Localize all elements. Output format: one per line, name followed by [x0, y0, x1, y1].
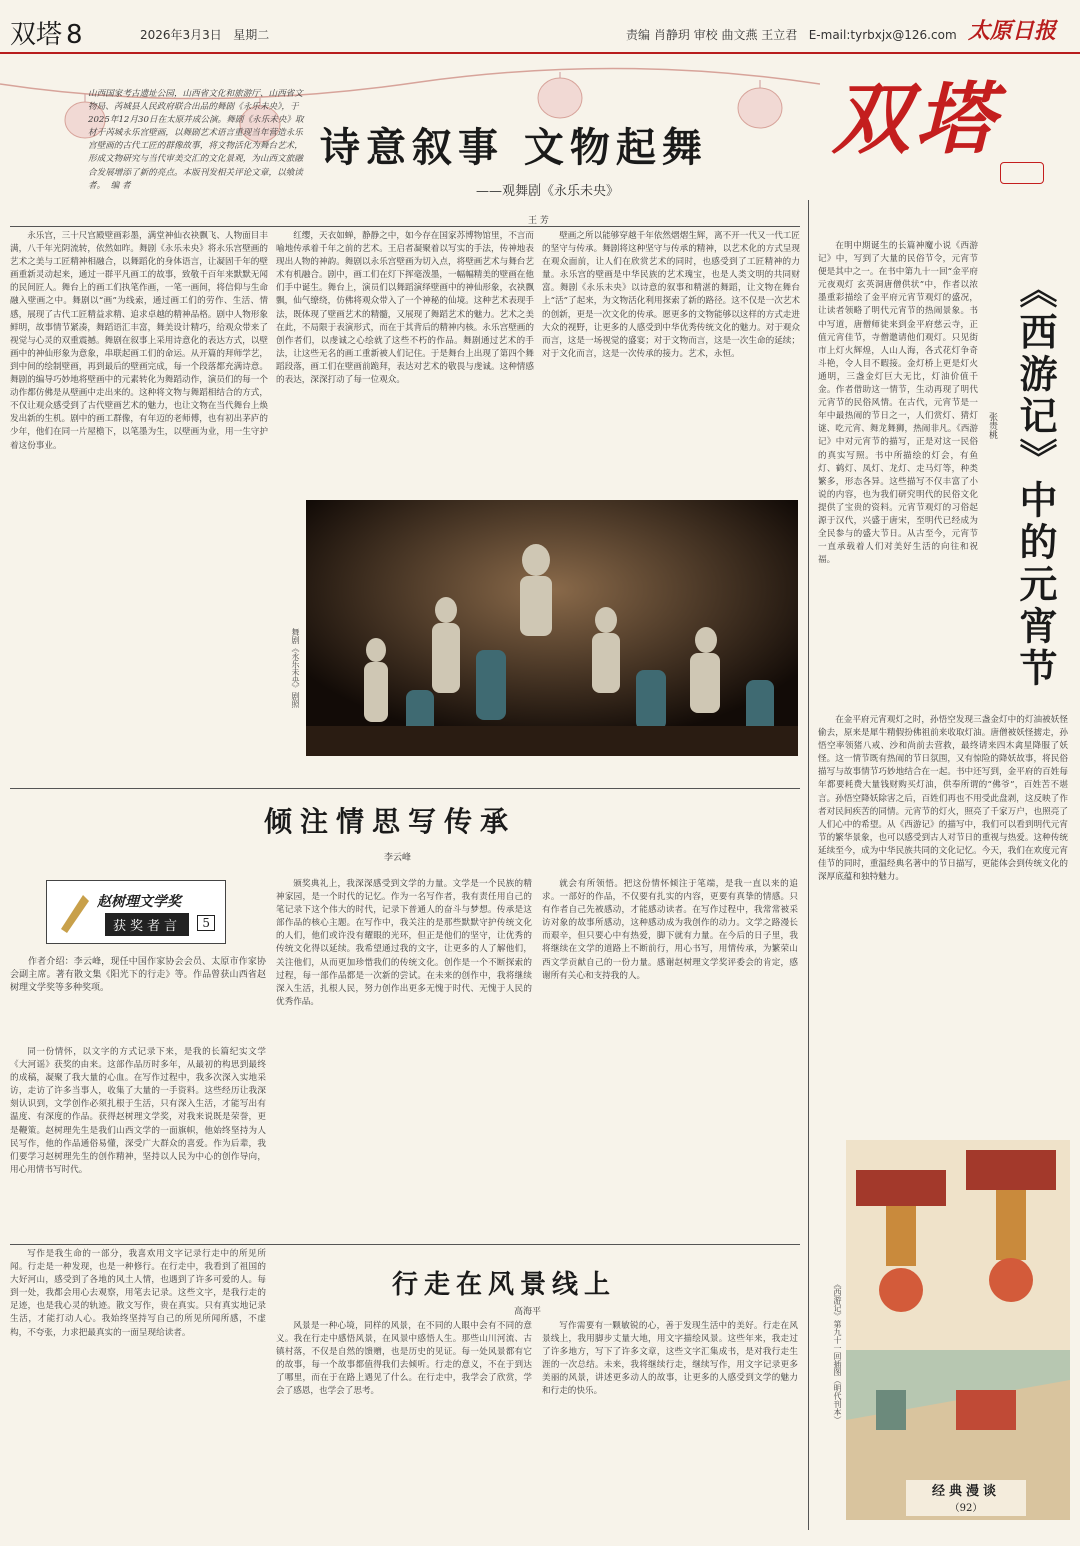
classic-painting [846, 1140, 1070, 1520]
divider [808, 200, 809, 1530]
issue-weekday: 星期二 [233, 28, 270, 42]
editor-note: 山西国家考古遗址公园，山西省文化和旅游厅、山西省文物局、芮城县人民政府联合出品的舞剧《永乐未央》，于2025年12月30日在太原并成公演。舞剧《永乐未央》取材于芮城永乐宫壁画，以舞剧艺术语言重现当年营造永乐宫壁画的古代工匠的群像故事，将文物活化为舞台艺术，形成文物研究与当代审美交汇的文化景观，为山西文旅融合发展增添了新的亮点。本版刊发相关评论文章，以飨读者。 编 者 [88, 89, 304, 191]
staff-credits: 责编 肖静玥 审校 曲文燕 王立君 E-mail:tyrbxjx@126.com [626, 28, 957, 42]
article2-column-1: 在明中期诞生的长篇神魔小说《西游记》中，写到了大量的民俗节令，元宵节便是其中之一。在书中第九十一回“金平府元夜观灯 玄英洞唐僧供状”中，作者以浓墨重彩描绘了金平府元宵节观灯的盛况，让读者领略了明代元宵节的热闹景象。书中写道，唐僧师徒来到金平府慈云寺，正值元宵佳节，寺僧邀请他们观灯。只见街市上灯火辉煌，人山人海，各式花灯争奇斗艳，令人目不暇接。金灯桥上更是灯火通明，三盏金灯巨大无比，灯油价值千金。作者借助这一情节，生动再现了明代元宵节的民俗风情。在古代，元宵节是一年中最热闹的节日之一，人们赏灯、猜灯谜、吃元宵、舞龙舞狮，热闹非凡。《西游记》中对元宵节的描写，正是对这一民俗的真实写照。书中所描绘的灯会，有鱼灯、鹤灯、凤灯、龙灯、走马灯等，种类繁多，形态各异。这些描写不仅丰富了小说的内容，也为我们研究明代的民俗文化提供了宝贵的资料。元宵节观灯的习俗起源于汉代，兴盛于唐宋，至明代已经成为全民参与的盛大节日。从古至今，元宵节一直承载着人们对美好生活的向往和祝福。 [818, 241, 978, 566]
series-badge: 经典漫谈 （92） [906, 1480, 1026, 1516]
article2-column-2: 在金平府元宵观灯之时，孙悟空发现三盏金灯中的灯油被妖怪偷去，原来是犀牛精假扮佛祖前来收取灯油。唐僧被妖怪掳走，孙悟空率领猪八戒、沙和尚前去营救，最终请来四木禽星降服了妖怪。这一情节既有热闹的节日氛围，又有惊险的降妖故事，将民俗描写与故事情节巧妙地结合在一起。书中还写到，金平府的百姓每年都要耗费大量钱财购买灯油，供奉所谓的“佛爷”，百姓苦不堪言。孙悟空降妖除害之后，百姓们再也不用受此盘剥，这反映了作者对民间疾苦的同情。元宵节的灯火，照亮了千家万户，也照亮了人们心中的希望。从《西游记》的描写中，我们可以看到明代元宵节的繁华景象，也可以感受到古人对节日的重视与热爱。这种传统延续至今，成为中华民族共同的文化记忆。今天，我们在欢度元宵佳节的同时，重温经典名著中的节日描写，更能体会到传统文化的深厚底蕴和独特魅力。 [818, 715, 1068, 883]
article4-author: 高海平 [514, 1307, 542, 1317]
article4-column-2: 风景是一种心境，同样的风景，在不同的人眼中会有不同的意义。我在行走中感悟风景，在风景中感悟人生。那些山川河流、古镇村落，不仅是自然的馈赠，也是历史的见证。每一处风景都有它的故事，每一个故事都值得我们去倾听。行走的意义，不在于到达了哪里，而在于在路上遇见了什么。在行走中，我学会了欣赏，学会了感恩，也学会了思考。 [276, 1321, 532, 1397]
article3-title: 倾注情思写传承 [264, 805, 517, 838]
award-title: 赵树理文学奖 [97, 894, 181, 910]
section-name: 双塔 8 [10, 20, 83, 50]
seal-icon [1000, 162, 1044, 184]
issue-date: 2026年3月3日 星期二 [140, 28, 270, 42]
lantern-icon [738, 80, 782, 128]
award-number: 5 [197, 915, 215, 931]
article3-author: 李云峰 [384, 853, 412, 863]
pen-icon [53, 889, 93, 935]
author-intro: 作者介绍：李云峰，现任中国作家协会会员、太原市作家协会副主席。著有散文集《阳光下的行走》等。作品曾获山西省赵树理文学奖等多种奖项。 [10, 957, 266, 994]
divider [10, 788, 800, 789]
article1-author: 王 芳 [528, 216, 549, 226]
editor-email: E-mail:tyrbxjx@126.com [808, 28, 957, 42]
page-number: 8 [66, 20, 83, 50]
painting-caption: 《西游记》第九十一回插图（明代刊本） [833, 1280, 842, 1424]
award-badge [46, 880, 226, 944]
article4-title: 行走在风景线上 [392, 1270, 617, 1300]
lantern-festival-illustration [846, 1140, 1070, 1520]
article4-column-1: 写作是我生命的一部分，我喜欢用文字记录行走中的所见所闻。行走是一种发现，也是一种修行。在行走中，我看到了祖国的大好河山，感受到了各地的风土人情，也遇到了许多可爱的人。每到一处，我都会用心去观察，用笔去记录。这些文字，是我行走的足迹，也是我心灵的轨迹。散文写作，贵在真实。只有真实地记录生活，才能打动人心。我始终坚持写自己的所见所闻所感，不虚构，不夸张，力求把最真实的一面呈现给读者。 [10, 1249, 266, 1338]
article1-column-3: 壁画之所以能够穿越千年依然熠熠生辉，离不开一代又一代工匠的坚守与传承。舞剧将这种坚守与传承的精神，以艺术化的方式呈现在观众面前，让人们在欣赏艺术的同时，也感受到了工匠精神的力量。永乐宫的壁画是中华民族的艺术瑰宝，也是人类文明的共同财富。舞剧《永乐未央》以诗意的叙事和精湛的舞蹈，让文物在舞台上“活”了起来，为文物活化利用探索了新的路径。这不仅是一次艺术的创新，更是一次文化的传承。愿更多的文物能够以这样的方式走进大众的视野，让更多的人感受到中华优秀传统文化的魅力。对于观众而言，这是一场视觉的盛宴；对于文物而言，这是一次生命的延续；对于文化而言，这是一次传承的接力。艺术，永恒。 [542, 231, 800, 359]
newspaper-logo: 太原日报 [968, 18, 1057, 44]
performers-image [306, 500, 798, 756]
article3-column-1: 同一份情怀，以文字的方式记录下来，是我的长篇纪实文学《大河谣》获奖的由来。这部作品历时多年，从最初的构思到最终的成稿，凝聚了我大量的心血。在写作过程中，我多次深入实地采访，走访了许多当事人，收集了大量的一手资料。这些经历让我深刻认识到，文学创作必须扎根于生活，只有深入生活，才能写出有温度、有深度的作品。获得赵树理文学奖，对我来说既是荣誉，更是鞭策。赵树理先生是我们山西文学的一面旗帜，他始终坚持为人民写作，他的作品通俗易懂，深受广大群众的喜爱。作为后辈，我们要学习赵树理先生的创作精神，坚持以人民为中心的创作导向，用心用情书写时代。 [10, 1047, 266, 1175]
article2-author: 张贵桃 [987, 412, 997, 439]
article1-subtitle: ——观舞剧《永乐未央》 [476, 184, 620, 199]
photo-caption: 舞剧《永乐未央》剧照 [291, 628, 300, 708]
section-logo: 双塔 [832, 70, 1072, 190]
article1-column-1: 永乐宫，三十尺宫殿壁画彩墨，满堂神仙衣袂飘飞、人物面目丰满，八千年光阴流转，依然如昨。舞剧《永乐未央》将永乐宫壁画的艺术之美与工匠精神相融合，以舞蹈化的身体语言，让凝固千年的壁画重新灵动起来，通过一群平凡画工的故事，致敬千百年来默默无闻的民间匠人。舞台上的画工们执笔作画，一笔一画间，将信仰与生命融入壁画之中。舞剧以“画”为线索，通过画工们的劳作、生活、情感，展现了古代工匠精益求精、追求卓越的精神品格。剧中人物形象鲜明，故事情节紧凑，舞蹈语汇丰富，舞美设计精巧，给观众带来了视觉与心灵的双重震撼。舞剧在叙事上采用诗意化的表达方式，以壁画中的神仙形象为意象，串联起画工们的命运。从开篇的拜师学艺，到中间的绘制壁画，再到最后的壁画完成，每一个段落都充满诗意。舞剧的编导巧妙地将壁画中的元素转化为舞蹈动作，演员们的每一个动作都仿佛是从壁画中走出来的。这种将文物与舞蹈相结合的方式，不仅让观众感受到了古代壁画艺术的魅力，也让文物在当代舞台上焕发出新的生机。剧中的画工群像，有年迈的老师傅，也有初出茅庐的少年，他们在同一片屋檐下，以笔墨为生，以壁画为业，用一生守护着这份事业。 [10, 231, 268, 451]
article4-column-3: 写作需要有一颗敏锐的心，善于发现生活中的美好。行走在风景线上，我用脚步丈量大地，用文字描绘风景。这些年来，我走过了许多地方，写下了许多文章，这些文字汇集成书，是对我行走生涯的一次总结。未来，我将继续行走，继续写作，用文字记录更多美丽的风景，讲述更多动人的故事，让更多的人感受到文学的魅力和行走的快乐。 [542, 1321, 798, 1397]
award-subtitle: 获奖者言 [105, 913, 189, 936]
article3-column-3: 就会有所领悟。把这份情怀倾注于笔端，是我一直以来的追求。一部好的作品，不仅要有扎实的内容，更要有真挚的情感。只有作者自己先被感动，才能感动读者。在写作过程中，我常常被采访对象的故事所感动，这种感动成为我创作的动力。文学之路漫长而艰辛，但只要心中有热爱，脚下就有力量。在今后的日子里，我将继续在文学的道路上不断前行，用心书写，用情传承，为繁荣山西文学贡献自己的一份力量。感谢赵树理文学奖评委会的肯定，感谢所有关心和支持我的人。 [542, 879, 798, 981]
article1-title: 诗意叙事 文物起舞 [320, 124, 708, 171]
divider [10, 1244, 800, 1245]
divider [10, 226, 800, 227]
article1-column-2: 红缨，天衣如蝉，静静之中，如今存在国家苏博物馆里，不言而喻地传承着千年之前的艺术。王启者凝聚着以写实的手法，传神地表现出人物的神韵。舞剧以永乐宫壁画为切入点，将壁画艺术与舞台艺术有机融合。剧中，画工们在灯下挥毫泼墨，一幅幅精美的壁画在他们手中诞生。舞台上，演员们以舞蹈演绎壁画中的神仙形象，衣袂飘飘，仙气缭绕，仿佛将观众带入了一个神秘的仙境。这种艺术表现手法，既体现了壁画艺术的精髓，又展现了舞蹈艺术的魅力。艺术之美在此，不局限于表演形式，而在于其背后的精神内核。永乐宫壁画的创作者们，以虔诚之心绘就了这些不朽的作品。舞剧通过艺术的手法，让这些无名的画工重新被人们记住。于是舞台上出现了第四个舞蹈段落，画工们在壁画前跪拜，表达对艺术的敬畏与虔诚。这种情感的表达，深深打动了每一位观众。 [276, 231, 534, 386]
article3-column-2: 颁奖典礼上，我深深感受到文学的力量。文学是一个民族的精神家园，是一个时代的记忆。作为一名写作者，我有责任用自己的笔记录下这个伟大的时代，记录下普通人的奋斗与梦想。传承是这部作品的核心主题。在写作中，我关注的是那些默默守护传统文化的人们，他们或许没有耀眼的光环，但正是他们的坚守，让优秀的传统文化得以延续。我希望通过我的文字，让更多的人了解他们，关注他们，从而更加珍惜我们的传统文化。创作是一个不断探索的过程，每一部作品都是一次新的尝试。在未来的创作中，我将继续深入生活，扎根人民，努力创作出更多无愧于时代、无愧于人民的优秀作品。 [276, 879, 532, 1007]
article2-title: 《西游记》中的元宵节 [1013, 270, 1058, 690]
lantern-icon [538, 72, 582, 118]
dance-stage-photo [306, 500, 798, 756]
